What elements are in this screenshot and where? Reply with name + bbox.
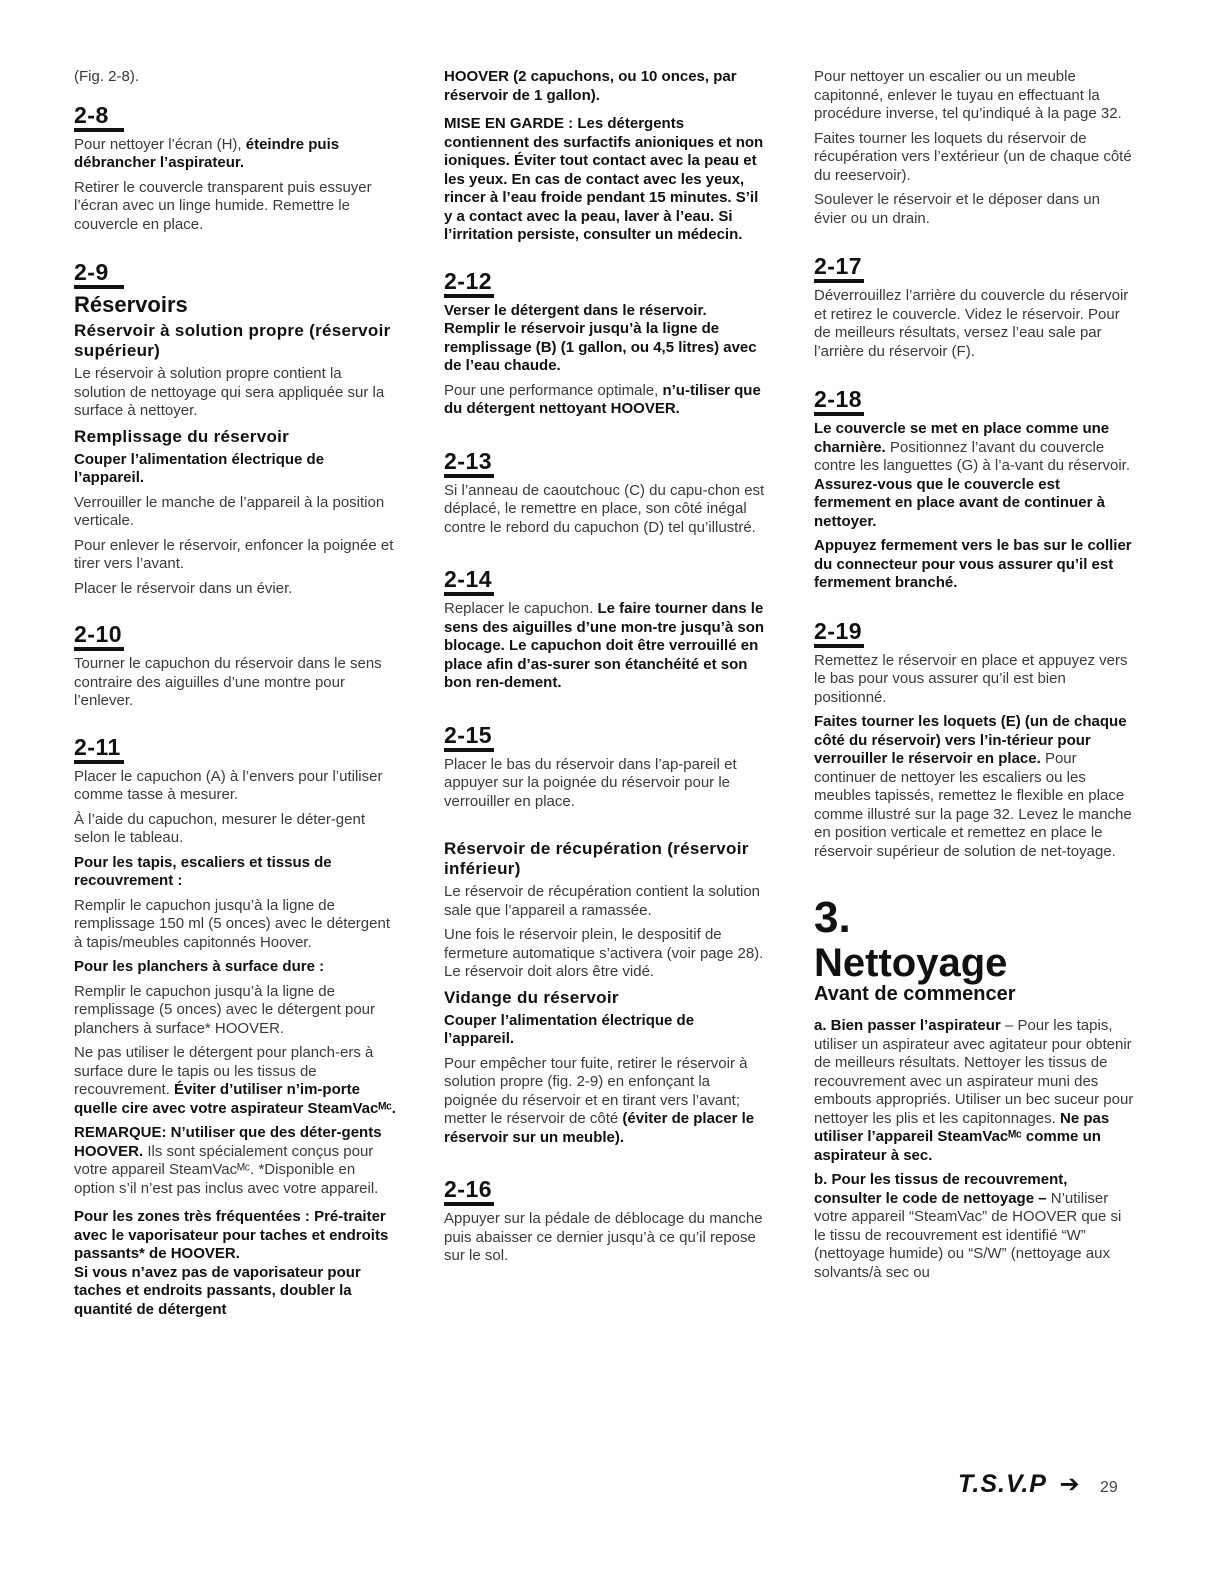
- step-2-17-text: Déverrouillez l’arrière du couvercle du réservoir et retirez le couvercle. Videz le réservoir. Pour de meilleurs résultats, versez l’eau sale par l’arrière du réservoir (F).: [814, 287, 1129, 360]
- step-2-18-text-2: Appuyez fermement vers le bas sur le collier du connecteur pour vous assurer qu’il est fermement branché.: [814, 537, 1132, 591]
- filling-step-3: Placer le réservoir dans un évier.: [74, 579, 293, 597]
- section-3-title: Nettoyage: [814, 941, 1008, 985]
- subsection-clean-tank: Réservoir à solution propre (réservoir supérieur): [74, 321, 391, 360]
- step-2-17-heading: 2-17: [814, 254, 1136, 283]
- emptying-text: Pour empêcher tour fuite, retirer le réservoir à solution propre (fig. 2-9) en enfonçant la poignée du réservoir et en tirant vers l’avant; metter le réservoir de côté (éviter de placer le réservoir sur un meuble).: [444, 1054, 755, 1146]
- step-2-11-heading: 2-11: [74, 735, 396, 764]
- remark-note: REMARQUE: N’utiliser que des déter-gents HOOVER. Ils sont spécialement conçus pour votre appareil SteamVacᴹᶜ. *Disponible en option s’il n’est pas inclus avec votre appareil.: [74, 1124, 382, 1197]
- step-2-12-text-2: Pour une performance optimale, n’u-tiliser que du détergent nettoyant HOOVER.: [444, 381, 761, 417]
- section-3-subtitle: Avant de commencer: [814, 983, 1016, 1005]
- column-2: [444, 68, 766, 1272]
- step-2-12-heading: 2-12: [444, 269, 766, 298]
- step-2-11-text-1: Placer le capuchon (A) à l’envers pour l’utiliser comme tasse à mesurer.: [74, 767, 383, 803]
- high-traffic-text: Pour les zones très fréquentées : Pré-traiter avec le vaporisateur pour taches et endroits passants* de HOOVER.: [74, 1208, 389, 1262]
- filling-step-2: Pour enlever le réservoir, enfoncer la poignée et tirer vers l’avant.: [74, 536, 394, 572]
- step-2-8-text-2: Retirer le couvercle transparent puis essuyer l’écran avec un linge humide. Remettre le couvercle en place.: [74, 178, 372, 233]
- lift-tank-text: Soulever le réservoir et le déposer dans un évier ou un drain.: [814, 191, 1100, 227]
- page-footer: [958, 1470, 1118, 1499]
- step-2-19-text-2: Faites tourner les loquets (E) (un de chaque côté du réservoir) vers l’in-térieur pour verrouiller le réservoir en place. Pour continuer de nettoyer les escaliers ou les meubles tapissés, remettez le flexible en place comme illustré sur la page 32. Levez le manche en position verticale et remettez en place le réservoir supérieur de solution de net-toyage.: [814, 713, 1132, 860]
- vacuum-first-text: a. Bien passer l’aspirateur – Pour les tapis, utiliser un aspirateur avec agitateur pour obtenir de meilleurs résultats. Nettoyer les tissus de recouvrement avec un aspirateur muni des embouts appropriés. Utiliser un bec suceur pour nettoyer les plis et les capitonnages. Ne pas utiliser l’appareil SteamVacᴹᶜ comme un aspirateur à sec.: [814, 1017, 1134, 1164]
- step-2-10-heading: 2-10: [74, 622, 396, 651]
- unplug-instruction: Couper l’alimentation électrique de l’appareil.: [74, 450, 325, 486]
- step-2-10-text: Tourner le capuchon du réservoir dans le sens contraire des aiguilles d’une montre pour l’enlever.: [74, 655, 382, 709]
- subsection-filling: Remplissage du réservoir: [74, 426, 290, 446]
- step-2-13-heading: 2-13: [444, 449, 766, 478]
- step-2-11-text-2: À l’aide du capuchon, mesurer le déter-gent selon le tableau.: [74, 810, 366, 846]
- step-2-8-text: Pour nettoyer l’écran (H), éteindre puis débrancher l’aspirateur.: [74, 135, 340, 171]
- step-2-9-heading: 2-9: [74, 260, 396, 289]
- recovery-tank-text-2: Une fois le réservoir plein, le despositif de fermeture automatique s’activera (voir page 28). Le réservoir doit alors être vidé.: [444, 926, 764, 980]
- carpet-heading: Pour les tapis, escaliers et tissus de recouvrement :: [74, 853, 332, 889]
- hard-floor-text: Remplir le capuchon jusqu’à la ligne de remplissage (5 onces) avec le détergent pour planchers à surface* HOOVER.: [74, 982, 375, 1037]
- step-2-16-heading: 2-16: [444, 1177, 766, 1206]
- step-2-13-text: Si l’anneau de caoutchouc (C) du capu-chon est déplacé, le remettre en place, son côté inégal contre le rebord du capuchon (D) tel qu’illustré.: [444, 481, 765, 536]
- column-1: [74, 68, 396, 1325]
- step-2-19-heading: 2-19: [814, 619, 1136, 648]
- upholstery-text: b. Pour les tissus de recouvrement, consulter le code de nettoyage – N’utiliser votre appareil “SteamVac” de HOOVER que si le tissu de recouvrement est identifié “W” (nettoyage humide) ou “S/W” (nettoyage aux solvants/à sec ou: [814, 1171, 1122, 1281]
- page-number: 29: [1100, 1479, 1118, 1496]
- step-2-16-text: Appuyer sur la pédale de déblocage du manche puis abaisser ce dernier jusqu’à ce qu’il repose sur le sol.: [444, 1210, 763, 1264]
- continue-label: T.S.V.P: [958, 1470, 1047, 1498]
- step-2-14-heading: 2-14: [444, 567, 766, 596]
- step-2-14-text: Replacer le capuchon. Le faire tourner dans le sens des aiguilles d’une mon-tre jusqu’à son blocage. Le capuchon doit être verrouillé en place afin d’as-surer son étanchéité et son bon ren-dement.: [444, 600, 765, 691]
- step-2-18-text: Le couvercle se met en place comme une charnière. Positionnez l’avant du couvercle contre les languettes (G) à l’a-vant du réservoir. Assurez-vous que le couvercle est fermement en place avant de continuer à nettoyer.: [814, 420, 1130, 530]
- step-2-18-heading: 2-18: [814, 387, 1136, 416]
- caution-warning: MISE EN GARDE : Les détergents contiennent des surfactifs anioniques et non ioniques. Éviter tout contact avec la peau et les yeux. En cas de contact avec les yeux, rincer à l’eau froide pendant 15 minutes. S’il y a contact avec la peau, laver à l’eau. Si l’irritation persiste, consulter un médecin.: [444, 115, 764, 243]
- latches-text: Faites tourner les loquets du réservoir de récupération vers l’extérieur (un de chaque côté du reeservoir).: [814, 129, 1132, 184]
- step-2-8-heading: 2-8: [74, 103, 396, 132]
- step-2-19-text: Remettez le réservoir en place et appuyez vers le bas pour vous assurer qu’il est bien positionné.: [814, 651, 1128, 706]
- step-2-15-heading: 2-15: [444, 723, 766, 752]
- no-sprayer-text: Si vous n’avez pas de vaporisateur pour taches et endroits passants, doubler la quantité de détergent: [74, 1263, 361, 1318]
- step-2-12-text: Verser le détergent dans le réservoir. Remplir le réservoir jusqu’à la ligne de remplissage (B) (1 gallon, ou 4,5 litres) avec de l’eau chaude.: [444, 301, 757, 374]
- filling-step-1: Verrouiller le manche de l’appareil à la position verticale.: [74, 493, 385, 529]
- stairs-text: Pour nettoyer un escalier ou un meuble capitonné, enlever le tuyau en effectuant la procédure inverse, tel qu’indiqué à la page 32.: [814, 68, 1122, 122]
- section-title-reservoirs: Réservoirs: [74, 292, 188, 317]
- arrow-right-icon: ➔: [1059, 1471, 1080, 1498]
- step-2-15-text: Placer le bas du réservoir dans l’ap-pareil et appuyer sur la poignée du réservoir pour le verrouiller en place.: [444, 755, 737, 810]
- section-3-number: 3.: [814, 893, 851, 942]
- wax-warning: Ne pas utiliser le détergent pour planch-ers à surface dure le tapis ou les tissus de recouvrement. Éviter d’utiliser n’im-porte quelle cire avec votre aspirateur SteamVacᴹᶜ.: [74, 1044, 396, 1117]
- carpet-text: Remplir le capuchon jusqu’à la ligne de remplissage 150 ml (5 onces) avec le détergent à tapis/meubles capitonnés Hoover.: [74, 896, 390, 951]
- unplug-instruction-2: Couper l’alimentation électrique de l’appareil.: [444, 1011, 695, 1047]
- recovery-tank-text-1: Le réservoir de récupération contient la solution sale que l’appareil a ramassée.: [444, 883, 761, 919]
- subsection-emptying: Vidange du réservoir: [444, 987, 619, 1007]
- hard-floor-heading: Pour les planchers à surface dure :: [74, 958, 325, 975]
- clean-tank-description: Le réservoir à solution propre contient la solution de nettoyage qui sera appliquée sur la surface à nettoyer.: [74, 365, 385, 419]
- column-3: [814, 68, 1136, 1288]
- subsection-recovery-tank: Réservoir de récupération (réservoir inférieur): [444, 839, 749, 878]
- detergent-quantity: HOOVER (2 capuchons, ou 10 onces, par réservoir de 1 gallon).: [444, 68, 737, 104]
- fig-reference: (Fig. 2-8).: [74, 68, 140, 85]
